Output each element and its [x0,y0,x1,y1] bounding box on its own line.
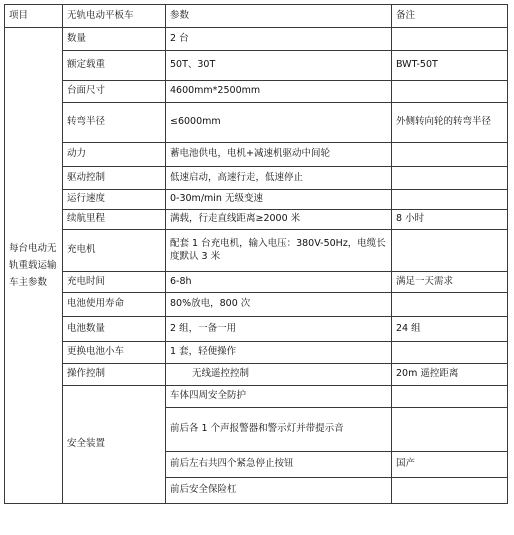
row-param: 1 套，轻便操作 [166,342,392,364]
safety-note [392,408,508,452]
safety-param: 前后各 1 个声报警器和警示灯并带提示音 [166,408,392,452]
row-param: 80%放电，800 次 [166,293,392,317]
row-note: 24 组 [392,317,508,342]
group-label-line: 车主参数 [9,277,48,289]
row-item: 充电机 [63,230,166,272]
row-param: 0-30m/min 无级变速 [166,190,392,210]
table-row [5,230,508,272]
row-note [392,28,508,51]
row-item: 充电时间 [63,272,166,293]
row-param: 无线遥控控制 [166,364,392,386]
row-param: 6-8h [166,272,392,293]
safety-param: 车体四周安全防护 [166,386,392,408]
row-item: 额定载重 [63,51,166,81]
row-item: 更换电池小车 [63,342,166,364]
row-param: 2 台 [166,28,392,51]
table-row [5,143,508,167]
row-note: 8 小时 [392,210,508,230]
row-param: 50T、30T [166,51,392,81]
header-row [5,5,508,28]
row-note: BWT-50T [392,51,508,81]
group-label-line: 轨重载运输 [9,259,57,271]
safety-param: 前后安全保险杠 [166,478,392,504]
row-item: 电池使用寿命 [63,293,166,317]
row-note [392,293,508,317]
table-row [5,342,508,364]
row-note: 外侧转向轮的转弯半径 [392,103,508,143]
group-label [5,28,63,504]
safety-note [392,478,508,504]
header-param: 参数 [166,5,392,28]
row-item: 数量 [63,28,166,51]
header-note: 备注 [392,5,508,28]
table-row [5,210,508,230]
row-item: 转弯半径 [63,103,166,143]
row-note [392,190,508,210]
row-param: 满载，行走直线距离≥2000 米 [166,210,392,230]
safety-item: 安全装置 [63,386,166,504]
table-row [5,167,508,190]
safety-note: 国产 [392,452,508,478]
table-row [5,51,508,81]
row-param: 配套 1 台充电机，输入电压：380V-50Hz，电缆长度默认 3 米 [166,230,392,272]
row-note: 满足一天需求 [392,272,508,293]
table-row [5,81,508,103]
row-item: 驱动控制 [63,167,166,190]
row-item: 电池数量 [63,317,166,342]
table-row [5,293,508,317]
header-item: 无轨电动平板车 [63,5,166,28]
row-item: 操作控制 [63,364,166,386]
row-note [392,81,508,103]
spec-table [4,4,508,504]
row-item: 运行速度 [63,190,166,210]
row-param: ≤6000mm [166,103,392,143]
row-item: 台面尺寸 [63,81,166,103]
table-row [5,272,508,293]
header-project: 项目 [5,5,63,28]
row-note [392,230,508,272]
row-param: 低速启动，高速行走，低速停止 [166,167,392,190]
safety-note [392,386,508,408]
row-param: 4600mm*2500mm [166,81,392,103]
table-row [5,364,508,386]
table-row [5,386,508,408]
row-item: 动力 [63,143,166,167]
safety-param: 前后左右共四个紧急停止按钮 [166,452,392,478]
table-row [5,103,508,143]
row-note: 20m 遥控距离 [392,364,508,386]
row-param: 2 组，一备一用 [166,317,392,342]
row-param: 蓄电池供电，电机+减速机驱动中间轮 [166,143,392,167]
table-row [5,28,508,51]
row-note [392,342,508,364]
group-label-line: 每台电动无 [9,242,57,254]
table-row [5,190,508,210]
row-note [392,167,508,190]
row-note [392,143,508,167]
row-item: 续航里程 [63,210,166,230]
table-row [5,317,508,342]
